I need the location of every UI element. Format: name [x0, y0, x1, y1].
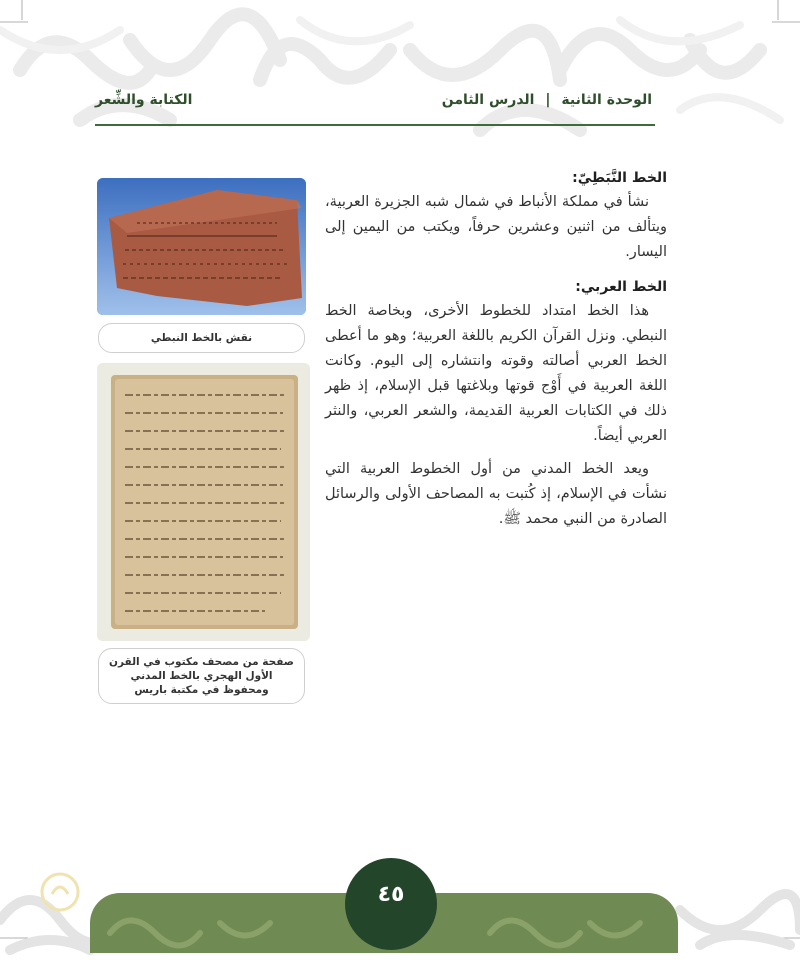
header-lesson: الدرس الثامن — [441, 92, 535, 108]
header-topic: الكتابة والشِّعر — [95, 92, 193, 108]
figure-caption: نقش بالخط النبطي — [98, 323, 305, 353]
manuscript-image — [97, 363, 310, 641]
paragraph: ويعد الخط المدني من أول الخطوط العربية التي نشأت في الإسلام، إذ كُتبت به المصاحف الأولى والرسائل الصادرة من النبي محمد ﷺ. — [325, 461, 667, 527]
paragraph: هذا الخط امتداد للخطوط الأخرى، وبخاصة الخط النبطي. ونزل القرآن الكريم باللغة العربية؛ وهو ما أعطى الخط العربي أصالته وقوته وانتشاره إلى اليوم. وكانت اللغة العربية في أَوْج قوتها وبلاغتها قبل الإسلام، إذ ظهر ذلك في الكتابات العربية القديمة، والشعر العربي، والنثر العربي أيضاً. — [325, 303, 667, 444]
manuscript-page-icon — [97, 363, 310, 641]
paragraph: نشأ في مملكة الأنباط في شمال شبه الجزيرة العربية، ويتألف من اثنين وعشرين حرفاً، ويكتب من اليمين إلى اليسار. — [325, 194, 667, 260]
header-unit-lesson — [442, 92, 652, 108]
section-arabic — [325, 279, 667, 532]
header-unit: الوحدة الثانية — [561, 92, 652, 108]
header-separator: | — [545, 92, 551, 108]
section-heading: الخط العربي: — [575, 279, 667, 295]
header-divider — [95, 124, 655, 126]
section-heading: الخط النَّبَطِيّ: — [572, 170, 667, 186]
calligraphy-watermark — [0, 0, 800, 150]
section-nabataean — [325, 170, 667, 265]
logo-icon — [38, 870, 82, 914]
main-text — [325, 170, 667, 540]
inscription-stone-icon — [97, 178, 306, 315]
nabataean-inscription-image — [97, 178, 306, 315]
figure-caption: صفحة من مصحف مكتوب في القرن الأول الهجري بالخط المدني ومحفوظ في مكتبة باريس — [98, 648, 305, 704]
page-number: ٤٥ — [377, 882, 405, 907]
page-header — [95, 92, 652, 120]
